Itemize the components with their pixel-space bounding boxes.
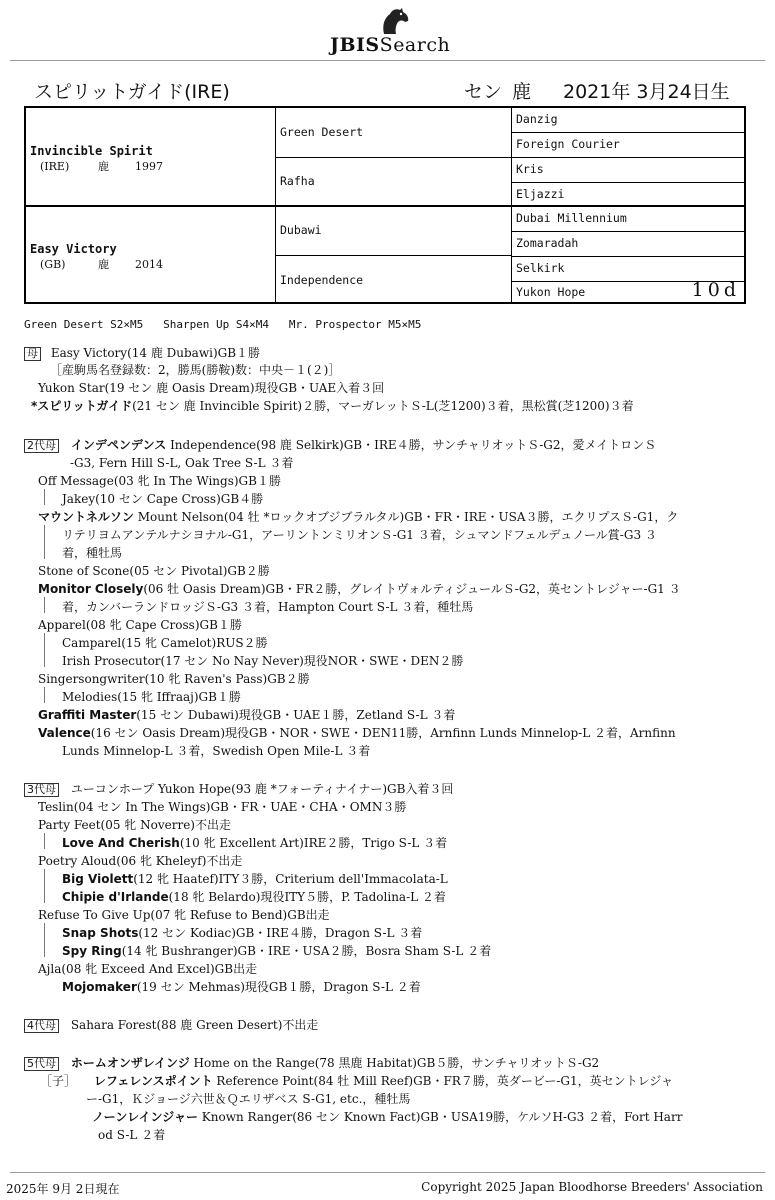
child-tag: ［子］ xyxy=(40,1074,77,1088)
section-tag: 2代母 xyxy=(24,439,59,453)
pedigree-table xyxy=(24,106,746,304)
sire-country: (IRE) xyxy=(40,160,70,173)
sire-color: 鹿 xyxy=(98,160,109,173)
pedigree-gen3-cell: Kris xyxy=(512,158,744,183)
footer-divider xyxy=(10,1172,765,1173)
pedigree-gen3-cell: Foreign Courier xyxy=(512,133,744,158)
horse-sex: セン xyxy=(464,81,503,103)
header-divider xyxy=(10,60,765,61)
pedigree-gen3-cell: Danzig xyxy=(512,108,744,133)
dam-country: (GB) xyxy=(40,258,66,271)
pedigree-gen3-cell: Dubai Millennium xyxy=(512,207,744,232)
sire-year: 1997 xyxy=(135,160,163,173)
pedigree-gen3-cell: Zomaradah xyxy=(512,232,744,257)
footer-date: 2025年 9月 2日現在 xyxy=(6,1182,120,1196)
jbis-logo xyxy=(330,6,470,56)
pedigree-gen2-cell: Rafha xyxy=(276,158,512,207)
footer-copyright: Copyright 2025 Japan Bloodhorse Breeders' Association xyxy=(421,1180,763,1194)
dam-year: 2014 xyxy=(135,258,163,271)
dam-name: Easy Victory xyxy=(30,242,117,256)
logo-search: Search xyxy=(379,34,451,56)
inbreeding-line: Green Desert S2×M5 Sharpen Up S4×M4 Mr. Prospector M5×M5 xyxy=(24,318,422,331)
dosage-value: 10d xyxy=(691,279,740,301)
section-tag: 母 xyxy=(24,347,41,361)
section-tag: 5代母 xyxy=(24,1057,59,1071)
pedigree-gen2-cell: Dubawi xyxy=(276,207,512,256)
section-tag: 3代母 xyxy=(24,783,59,797)
pedigree-gen3-cell: Selkirk xyxy=(512,257,744,282)
horse-birth: 2021年 3月24日生 xyxy=(563,81,730,103)
pedigree-gen3-cell: Yukon Hope 10d xyxy=(516,279,740,301)
featured-horse-name: *スピリットガイド xyxy=(31,399,133,413)
horse-color: 鹿 xyxy=(512,81,532,103)
pedigree-gen2-cell: Independence xyxy=(276,256,512,302)
horse-name: スピリットガイド(IRE) xyxy=(34,81,230,103)
sire-name: Invincible Spirit xyxy=(30,144,153,158)
pedigree-gen3-cell: Eljazzi xyxy=(512,183,744,207)
dam-color: 鹿 xyxy=(98,258,109,271)
section-tag: 4代母 xyxy=(24,1019,59,1033)
horse-head-icon xyxy=(378,6,412,36)
horse-title-row xyxy=(34,77,754,101)
pedigree-sire-cell xyxy=(26,108,276,207)
logo-jbis: JBIS xyxy=(330,34,380,56)
pedigree-gen2-cell: Green Desert xyxy=(276,108,512,158)
pedigree-dam-cell xyxy=(26,207,276,302)
